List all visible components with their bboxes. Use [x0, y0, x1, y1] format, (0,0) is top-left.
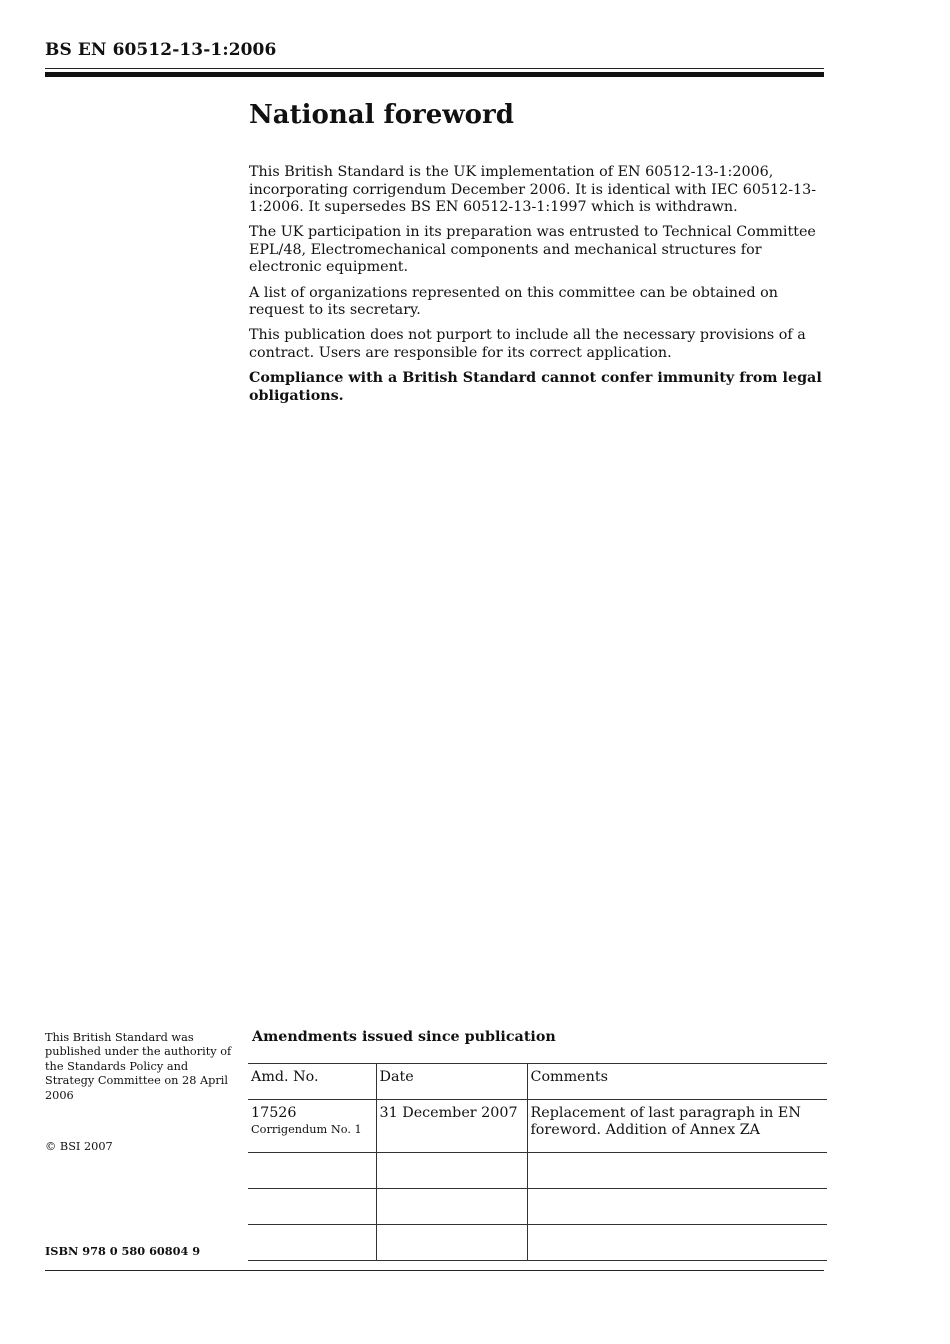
table-row [248, 1189, 827, 1225]
foreword-body [249, 164, 829, 413]
foreword-paragraph: This publication does not purport to include all the necessary provisions of a contract. Users are responsible for its correct application. [249, 327, 806, 361]
column-header-date: Date [376, 1064, 527, 1100]
empty-cell [527, 1189, 827, 1225]
amendments-heading: Amendments issued since publication [252, 1029, 556, 1045]
foreword-paragraph: The UK participation in its preparation was entrusted to Technical Committee EPL/48, Electromechanical components and mechanical structures for electronic equipment. [249, 224, 816, 276]
column-header-amd-no: Amd. No. [248, 1064, 376, 1100]
table-header-row [248, 1064, 827, 1100]
table-row [248, 1100, 827, 1153]
foreword-paragraph: A list of organizations represented on this committee can be obtained on request to its secretary. [249, 284, 778, 319]
empty-cell [376, 1153, 527, 1189]
empty-cell [376, 1189, 527, 1225]
empty-cell [248, 1225, 376, 1261]
publication-note: This British Standard was published under the authority of the Standards Policy and Strategy Committee on 28 April 2006 [45, 1031, 232, 1102]
empty-cell [376, 1225, 527, 1261]
header-rule-thin [45, 68, 824, 69]
isbn: ISBN 978 0 580 60804 9 [45, 1244, 201, 1258]
header-rule-thick [45, 72, 824, 77]
amendments-table [248, 1063, 827, 1261]
amd-number: 17526 [251, 1105, 297, 1121]
table-row [248, 1225, 827, 1261]
empty-cell [248, 1153, 376, 1189]
amd-note: Corrigendum No. 1 [251, 1123, 362, 1136]
compliance-note: Compliance with a British Standard cannot confer immunity from legal obligations. [249, 369, 822, 404]
empty-cell [527, 1225, 827, 1261]
document-code: BS EN 60512-13-1:2006 [45, 40, 277, 60]
comments-cell: Replacement of last paragraph in EN foreword. Addition of Annex ZA [527, 1100, 827, 1153]
footer-rule [45, 1270, 824, 1271]
empty-cell [248, 1189, 376, 1225]
page-title: National foreword [249, 100, 514, 130]
table-row [248, 1153, 827, 1189]
copyright-notice: © BSI 2007 [45, 1140, 113, 1153]
amd-no-cell [248, 1100, 376, 1153]
foreword-paragraph: This British Standard is the UK implementation of EN 60512-13-1:2006, incorporating corrigendum December 2006. It is identical with IEC 60512-13-1:2006. It supersedes BS EN 60512-13-1:1997 which is withdrawn. [249, 164, 817, 216]
date-cell: 31 December 2007 [376, 1100, 527, 1153]
empty-cell [527, 1153, 827, 1189]
column-header-comments: Comments [527, 1064, 827, 1100]
